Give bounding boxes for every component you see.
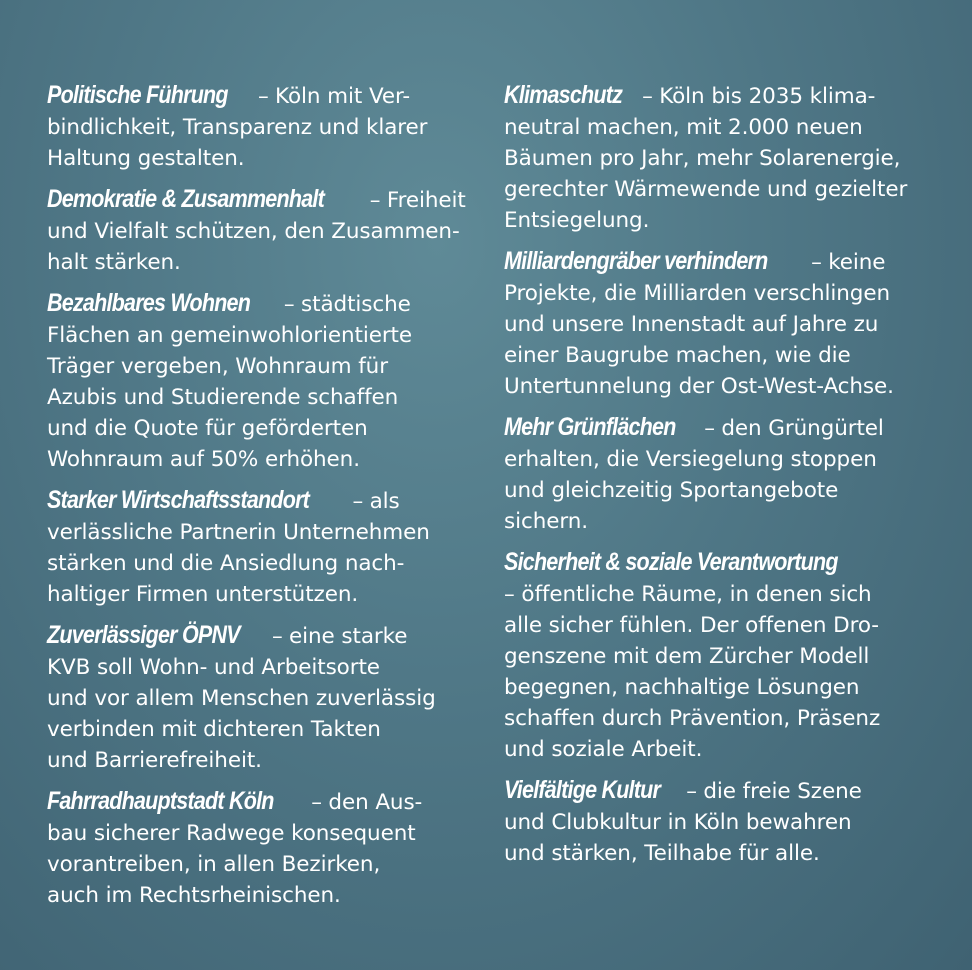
item-text: haltiger Firmen unterstützen. xyxy=(47,582,359,607)
program-item xyxy=(504,775,944,869)
item-heading: Klimaschutz xyxy=(504,81,623,109)
item-text: Träger vergeben, Wohnraum für xyxy=(47,354,388,379)
item-text: KVB soll Wohn- und Arbeitsorte xyxy=(47,655,380,680)
program-item xyxy=(504,246,944,402)
item-text: und Barrierefreiheit. xyxy=(47,748,262,773)
dash-separator: – xyxy=(271,624,283,649)
right-column xyxy=(504,80,944,879)
item-text: begegnen, nachhaltige Lösungen xyxy=(504,675,860,700)
item-heading: Vielfältige Kultur xyxy=(504,776,661,804)
item-first-line xyxy=(504,775,944,807)
item-text: Köln mit Ver- xyxy=(275,84,411,109)
item-first-line xyxy=(47,485,477,517)
program-item xyxy=(47,184,477,278)
item-text: bau sicherer Radwege konsequent xyxy=(47,821,416,846)
item-text: gerechter Wärmewende und gezielter xyxy=(504,177,908,202)
item-heading: Bezahlbares Wohnen xyxy=(47,289,251,317)
item-text: Bäumen pro Jahr, mehr Solarenergie, xyxy=(504,146,901,171)
program-item xyxy=(47,80,477,174)
item-text: und die Quote für geförderten xyxy=(47,416,368,441)
item-text: Flächen an gemeinwohlorientierte xyxy=(47,323,413,348)
item-heading: Fahrradhauptstadt Köln xyxy=(47,787,274,815)
item-text: den Aus- xyxy=(328,790,423,815)
item-heading: Starker Wirtschaftsstandort xyxy=(47,486,310,514)
item-text: alle sicher fühlen. Der offenen Dro- xyxy=(504,613,879,638)
item-first-line xyxy=(47,786,477,818)
item-text: und Clubkultur in Köln bewahren xyxy=(504,810,852,835)
item-heading: Politische Führung xyxy=(47,81,228,109)
dash-separator: – xyxy=(283,292,295,317)
program-item xyxy=(47,620,477,776)
item-first-line xyxy=(504,80,944,112)
program-item xyxy=(47,288,477,475)
dash-separator: – xyxy=(311,790,322,815)
item-first-line xyxy=(504,547,944,579)
dash-separator: – xyxy=(811,250,822,275)
item-heading: Mehr Grünflächen xyxy=(504,413,676,441)
item-text: den Grüngürtel xyxy=(721,416,884,441)
item-text: und stärken, Teilhabe für alle. xyxy=(504,841,820,866)
item-text: und Vielfalt schützen, den Zusammen- xyxy=(47,219,460,244)
item-text: Untertunnelung der Ost-West-Achse. xyxy=(504,374,894,399)
item-heading: Demokratie & Zusammenhalt xyxy=(47,185,324,213)
left-column xyxy=(47,80,477,921)
item-text: und soziale Arbeit. xyxy=(504,737,703,762)
item-first-line xyxy=(47,620,477,652)
item-text: Freiheit xyxy=(386,188,466,213)
item-text: keine xyxy=(828,250,886,275)
item-heading: Sicherheit & soziale Verantwortung xyxy=(504,548,838,576)
item-first-line xyxy=(47,184,477,216)
item-first-line xyxy=(504,412,944,444)
item-text: sichern. xyxy=(504,509,588,534)
item-first-line xyxy=(47,80,477,112)
item-heading: Zuverlässiger ÖPNV xyxy=(47,621,240,649)
item-text: eine starke xyxy=(289,624,408,649)
item-text: Projekte, die Milliarden verschlingen xyxy=(504,281,890,306)
item-first-line xyxy=(47,288,477,320)
program-item xyxy=(504,80,944,236)
item-text: vorantreiben, in allen Bezirken, xyxy=(47,852,381,877)
item-text: Azubis und Studierende schaffen xyxy=(47,385,399,410)
program-item xyxy=(504,547,944,765)
item-text: als xyxy=(369,489,400,514)
item-text: Wohnraum auf 50% erhöhen. xyxy=(47,447,360,472)
item-text: genszene mit dem Zürcher Modell xyxy=(504,644,870,669)
program-item xyxy=(504,412,944,537)
item-text: einer Baugrube machen, wie die xyxy=(504,343,851,368)
item-first-line xyxy=(504,246,944,278)
item-text: Entsiegelung. xyxy=(504,208,650,233)
item-text: verbinden mit dichteren Takten xyxy=(47,717,381,742)
dash-separator: – xyxy=(642,84,653,109)
item-text: erhalten, die Versiegelung stoppen xyxy=(504,447,877,472)
program-item xyxy=(47,786,477,911)
item-text: Köln bis 2035 klima- xyxy=(659,84,876,109)
item-text: – öffentliche Räume, in denen sich xyxy=(504,582,872,607)
item-text: schaffen durch Prävention, Präsenz xyxy=(504,706,881,731)
dash-separator: – xyxy=(257,84,269,109)
item-text: und unsere Innenstadt auf Jahre zu xyxy=(504,312,879,337)
item-text: verlässliche Partnerin Unternehmen xyxy=(47,520,430,545)
item-text: städtische xyxy=(301,292,411,317)
item-text: halt stärken. xyxy=(47,250,181,275)
item-text: neutral machen, mit 2.000 neuen xyxy=(504,115,863,140)
item-text: und vor allem Menschen zuverlässig xyxy=(47,686,436,711)
dash-separator: – xyxy=(686,779,697,804)
dash-separator: – xyxy=(704,416,715,441)
item-text: stärken und die Ansiedlung nach- xyxy=(47,551,405,576)
item-text: auch im Rechtsrheinischen. xyxy=(47,883,341,908)
item-text: Haltung gestalten. xyxy=(47,146,245,171)
item-text: bindlichkeit, Transparenz und klarer xyxy=(47,115,428,140)
dash-separator: – xyxy=(352,489,364,514)
item-heading: Milliardengräber verhindern xyxy=(504,247,768,275)
item-text: und gleichzeitig Sportangebote xyxy=(504,478,839,503)
dash-separator: – xyxy=(369,188,381,213)
program-item xyxy=(47,485,477,610)
item-text: die freie Szene xyxy=(703,779,862,804)
